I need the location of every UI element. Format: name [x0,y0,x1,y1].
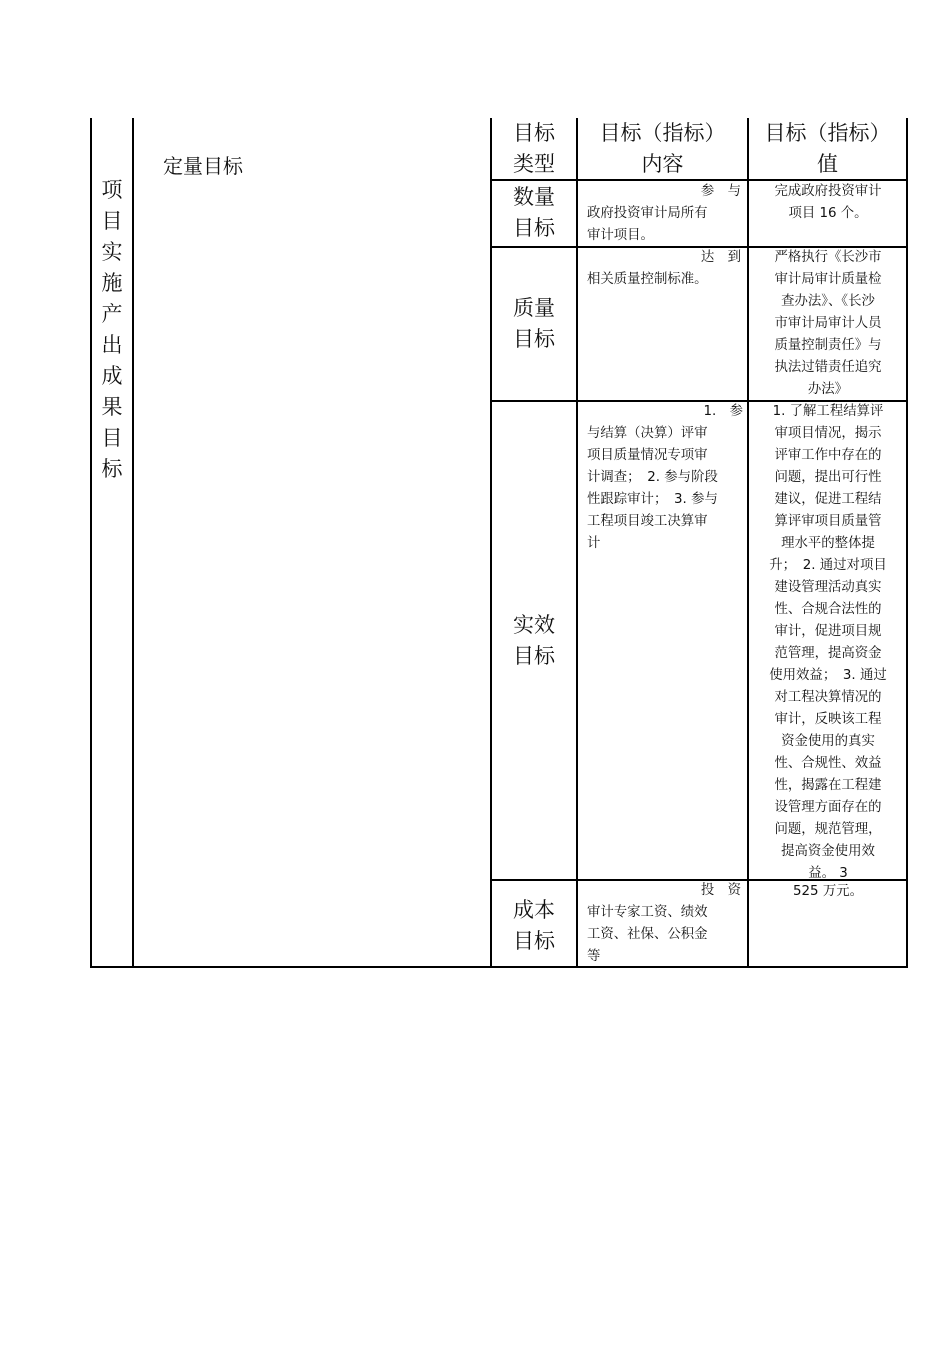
row-value: 完成政府投资审计 项目 16 个。 [774,184,882,221]
row-value: 严格执行《长沙市 审计局审计质量检 查办法》、《长沙 市审计局审计人员 质量控制责任》与 执法过错责任追究 办法》 [774,250,882,397]
row-content: 投 资 审计专家工资、绩效 工资、社保、公积金 等 [587,883,741,964]
row-type: 成本 目标 [513,898,555,953]
row-type: 实效 目标 [513,613,555,668]
row-value: 1. 了解工程结算评 审项目情况，揭示 评审工作中存在的 问题，提出可行性 建议，促进工程结 算评审项目质量管 理水平的整体提 升； 2. 通过对项目 建设管理活动真实 性、合规合法性的 审计，促进项目规 范管理，提高资金 使用效益； 3. 通过 对工程决算情况的 审计，反映该工程 资金使用的真实 性、合规性、效益 性，揭露在工程建 设管理方面存在的 问题，规范管理， 提高资金使用效 益。 3 [769,404,887,881]
header-content: 目标（指标） 内容 [599,121,726,176]
row-content: 达 到 相关质量控制标准。 [587,250,741,287]
row-type: 质量 目标 [513,296,555,351]
header-type: 目标 类型 [513,121,555,176]
row-content: 参 与 政府投资审计局所有 审计项目。 [587,184,741,243]
section-title: 项 目 实 施 产 出 成 果 目 标 [101,178,123,481]
header-value: 目标（指标） 值 [764,121,891,176]
table-divider [132,118,134,968]
row-content: 1. 参 与结算（决算）评审 项目质量情况专项审 计调查； 2. 参与阶段 性跟踪审计； 3. 参与 工程项目竣工决算审 计 [587,404,743,551]
table-border-bottom [90,966,908,968]
quantitative-label: 定量目标 [163,154,243,178]
row-type: 数量 目标 [513,185,555,240]
row-value: 525 万元。 [793,884,863,899]
